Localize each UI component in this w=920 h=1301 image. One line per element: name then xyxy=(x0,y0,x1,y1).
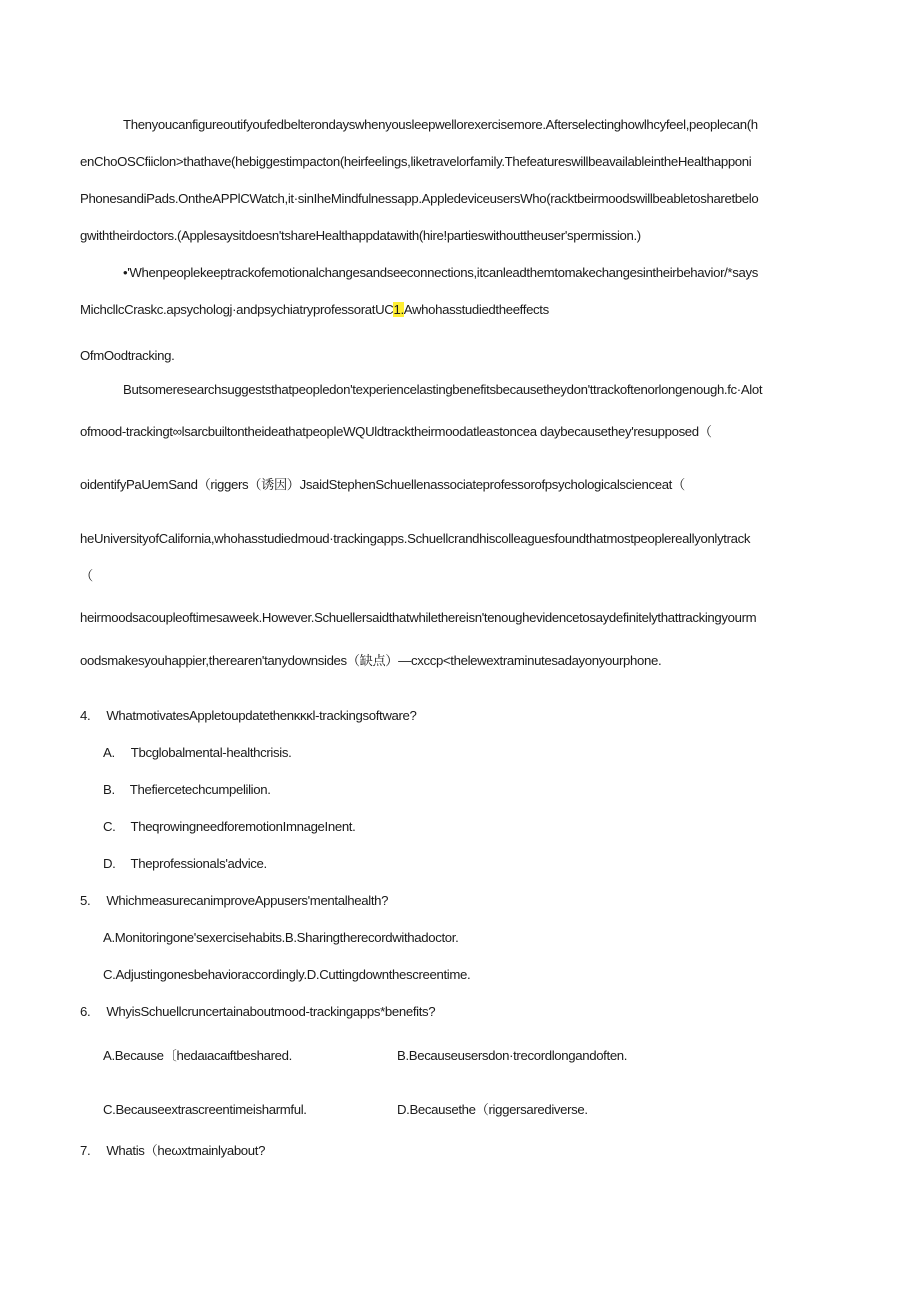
question-4 xyxy=(80,707,417,725)
question-stem: Whatis（heωxtmainlyabout? xyxy=(106,1143,266,1158)
options-5cd: C.Adjustingonesbehavioraccordingly.D.Cuttingdownthescreentime. xyxy=(103,967,471,982)
passage-line: heUniversityofCalifornia,whohasstudiedmoud·trackingapps.Schuellcrandhiscolleaguesfoundthatmostpeoplereallyonlytrack xyxy=(80,531,751,546)
passage-line: OfmOodtracking. xyxy=(80,348,175,363)
question-stem: WhatmotivatesAppletoupdatethenκκκl-trackingsoftware? xyxy=(106,708,417,723)
option-6a: A.Because〔hedaιacaιftbeshared. xyxy=(103,1048,292,1063)
option-6c: C.Becauseextrascreentimeisharmful. xyxy=(103,1102,307,1117)
passage-line: •'Whenpeoplekeeptrackofemotionalchangesandseeconnections,itcanleadthemtomakechangesintheirbehavior/*says xyxy=(123,265,758,280)
options-5ab: A.Monitoringone'sexercisehabits.B.Sharingtherecordwithadoctor. xyxy=(103,930,459,945)
passage-line: （ xyxy=(80,568,93,583)
passage-line: Thenyoucanfigureoutifyoufedbelterondayswhenyousleepwellorexercisemore.Afterselectinghowlhcyfeel,peoplecan(h xyxy=(123,117,758,132)
question-stem: WhyisSchuellcruncertainaboutmood-trackingapps*benefits? xyxy=(106,1004,436,1019)
passage-line: ofmood-trackingt∞lsarcbuiltontheideathatpeopleWQUldtracktheirmoodatleastoncea daybecausethey'resupposed（ xyxy=(80,424,712,439)
passage-line: heirmoodsacoupleoftimesaweek.However.Schuellersaidthatwhilethereisn'tenoughevidencetosaydefinitelythattrackingyourm xyxy=(80,610,757,625)
option-4d: D. Theprofessionals'advice. xyxy=(103,856,267,871)
passage-line: Butsomeresearchsuggeststhatpeopledon'texperiencelastingbenefitsbecausetheydon'ttrackoftenorlongenough.fc·Alot xyxy=(123,382,763,397)
passage-text: MichcllcCraskc.apsychologj·andpsychiatryprofessoratUC xyxy=(80,302,394,317)
question-number: 4. xyxy=(80,708,91,723)
question-number: 7. xyxy=(80,1143,91,1158)
passage-line xyxy=(80,301,549,319)
passage-line: enChoOSCfiiclon>thathave(hebiggestimpacton(heirfeelings,liketravelorfamily.ThefeatureswillbeavailableintheHealthapponi xyxy=(80,154,752,169)
question-number: 6. xyxy=(80,1004,91,1019)
option-4a: A. Tbcglobalmental-healthcrisis. xyxy=(103,745,292,760)
question-5 xyxy=(80,892,388,910)
passage-line: oodsmakesyouhappier,therearen'tanydownsides（缺点）—cxccp<thelewextraminutesadayonyourphone. xyxy=(80,653,662,668)
question-stem: WhichmeasurecanimproveAppusers'mentalhealth? xyxy=(106,893,389,908)
passage-line: oidentifyPaUemSand（riggers（诱因）JsaidStephenSchuellenassociateprofessorofpsychologicalscienceat（ xyxy=(80,477,685,492)
option-4b: B. Thefiercetechcumpelilion. xyxy=(103,782,271,797)
option-6b: B.Becauseusersdon·trecordlongandoften. xyxy=(397,1048,628,1063)
highlighted-text: 1. xyxy=(393,302,404,317)
passage-text: Awhohasstudiedtheeffects xyxy=(403,302,549,317)
question-6 xyxy=(80,1003,435,1021)
option-4c: C. TheqrowingneedforemotionImnageInent. xyxy=(103,819,356,834)
passage-line: gwiththeirdoctors.(Applesaysitdoesn'tshareHealthappdatawith(hire!partieswithouttheuser'spermission.) xyxy=(80,228,641,243)
question-number: 5. xyxy=(80,893,91,908)
passage-line: PhonesandiPads.OntheAPPlCWatch,it·sinIheMindfulnessapp.AppledeviceusersWho(racktbeirmoodswillbeabletosharetbelo xyxy=(80,191,759,206)
question-7 xyxy=(80,1142,265,1160)
option-6d: D.Becausethe（riggersarediverse. xyxy=(397,1102,588,1117)
